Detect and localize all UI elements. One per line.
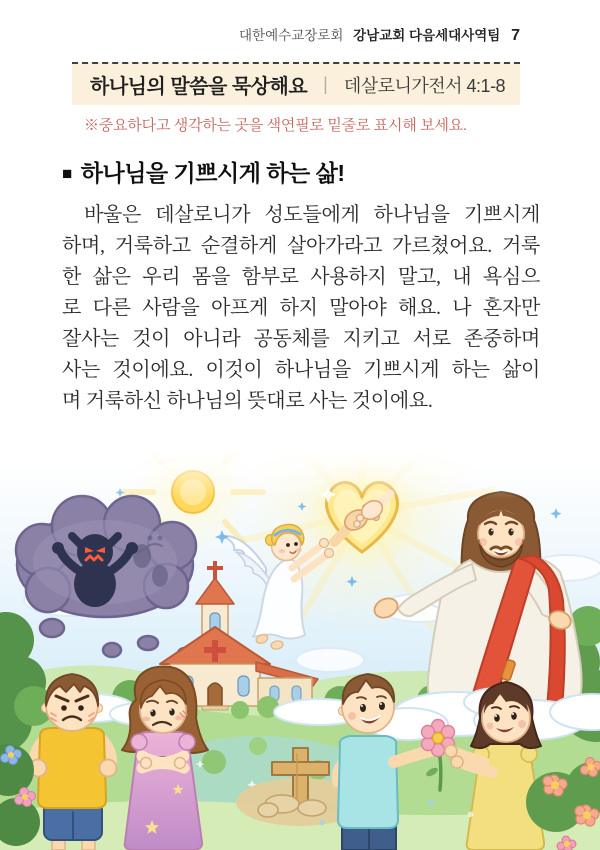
page-header (239, 24, 520, 45)
section-title-text: 하나님을 기쁘시게 하는 삶! (80, 160, 345, 186)
paragraph-line: 며 거룩하신 하나님의 뜻대로 사는 것이에요. (62, 390, 433, 412)
paragraph-line: 바울은 데살로니가 성도들에게 하나님을 기쁘시게 (84, 204, 540, 226)
divider-bar: | (323, 74, 328, 94)
paragraph-line: 잘사는 것이 아니라 공동체를 지키고 서로 존중하며 (62, 328, 540, 350)
section-title (62, 155, 345, 188)
scripture-reference: 데살로니가전서 4:1-8 (343, 75, 506, 96)
paragraph-line: 사는 것이에요. 이것이 하나님을 기쁘시게 하는 삶이 (62, 359, 540, 381)
top-fade (0, 450, 600, 498)
paragraph-line: 한 삶은 우리 몸을 함부로 사용하지 말고, 내 욕심으 (62, 266, 540, 288)
lesson-paragraph (62, 200, 540, 417)
header-team: 강남교회 다음세대사역팀 (353, 28, 501, 43)
section-bullet-icon: ■ (62, 164, 72, 183)
illustration (0, 450, 600, 850)
header-org: 대한예수교장로회 (239, 28, 344, 43)
lesson-title: 하나님의 말씀을 묵상해요 (90, 76, 308, 98)
paragraph-line: 로 다른 사람을 아프게 하지 말아야 해요. 나 혼자만 (62, 297, 540, 319)
paragraph-line: 하며, 거룩하고 순결하게 살아가라고 가르쳤어요. 거룩 (62, 235, 540, 257)
instruction-note: ※중요하다고 생각하는 곳을 색연필로 밑줄로 표시해 보세요. (84, 118, 467, 134)
lesson-title-box (72, 62, 520, 105)
page-number: 7 (511, 27, 520, 44)
